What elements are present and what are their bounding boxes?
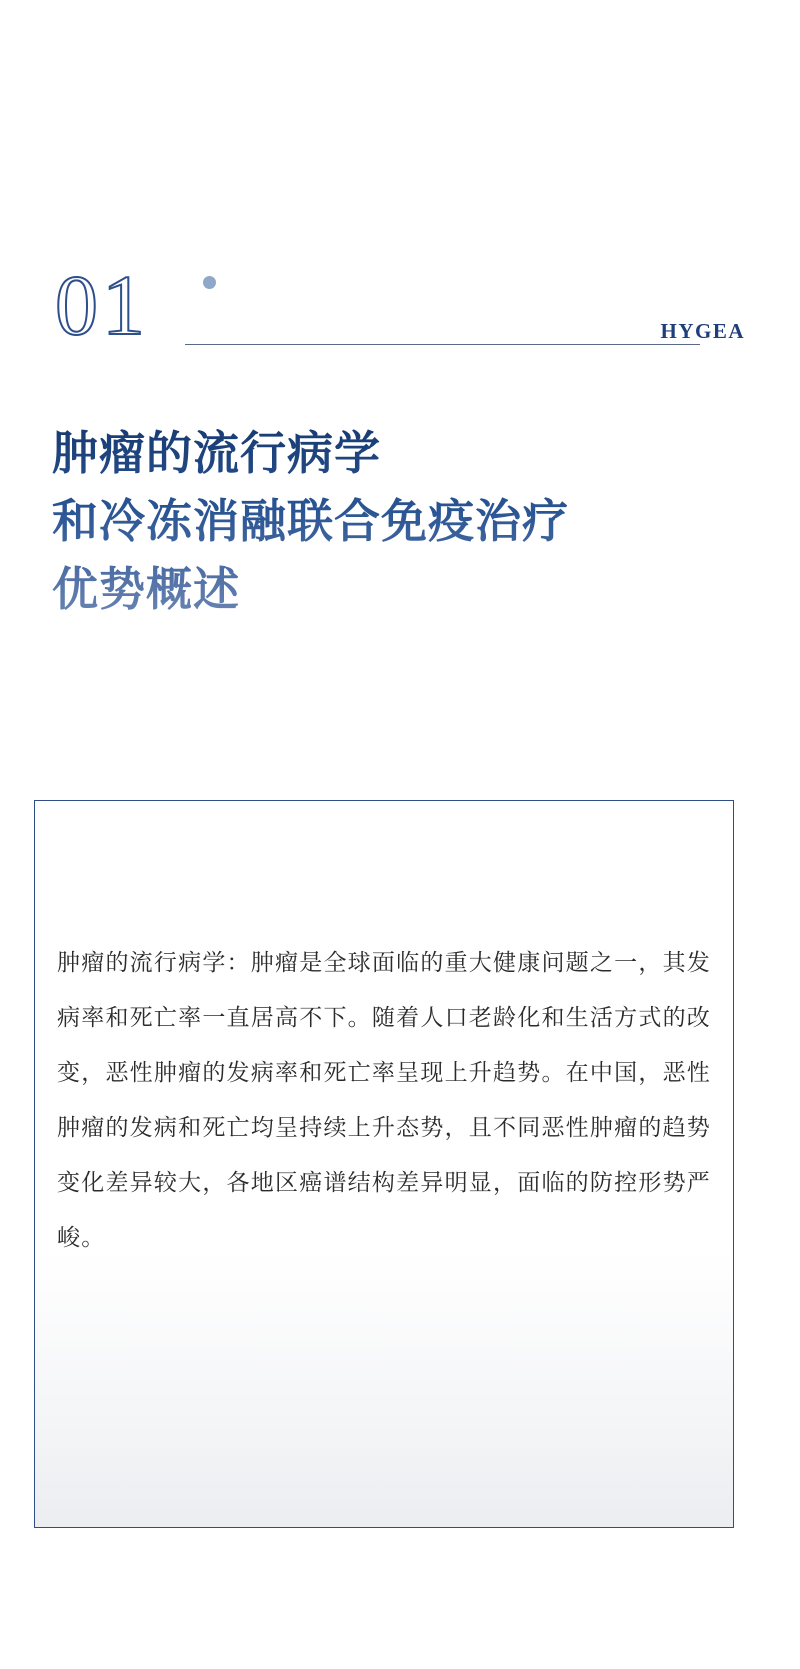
header-divider: [185, 344, 700, 345]
page-title-line-2: 和冷冻消融联合免疫治疗: [52, 493, 569, 548]
body-content-card: [34, 800, 734, 1528]
body-paragraph: 肿瘤的流行病学：肿瘤是全球面临的重大健康问题之一，其发病率和死亡率一直居高不下。随着人口老龄化和生活方式的改变，恶性肿瘤的发病率和死亡率呈现上升趋势。在中国，恶性肿瘤的发病和死亡均呈持续上升态势，且不同恶性肿瘤的趋势变化差异较大，各地区癌谱结构差异明显，面临的防控形势严峻。: [57, 950, 711, 1251]
page-title-line-3: 优势概述: [52, 561, 240, 616]
section-header: [55, 257, 745, 372]
section-number: 01: [55, 257, 149, 353]
page-title: [52, 419, 752, 623]
dot-icon: [203, 276, 216, 289]
page-title-line-1: 肿瘤的流行病学: [52, 425, 381, 480]
brand-logo-text: HYGEA: [660, 319, 745, 343]
